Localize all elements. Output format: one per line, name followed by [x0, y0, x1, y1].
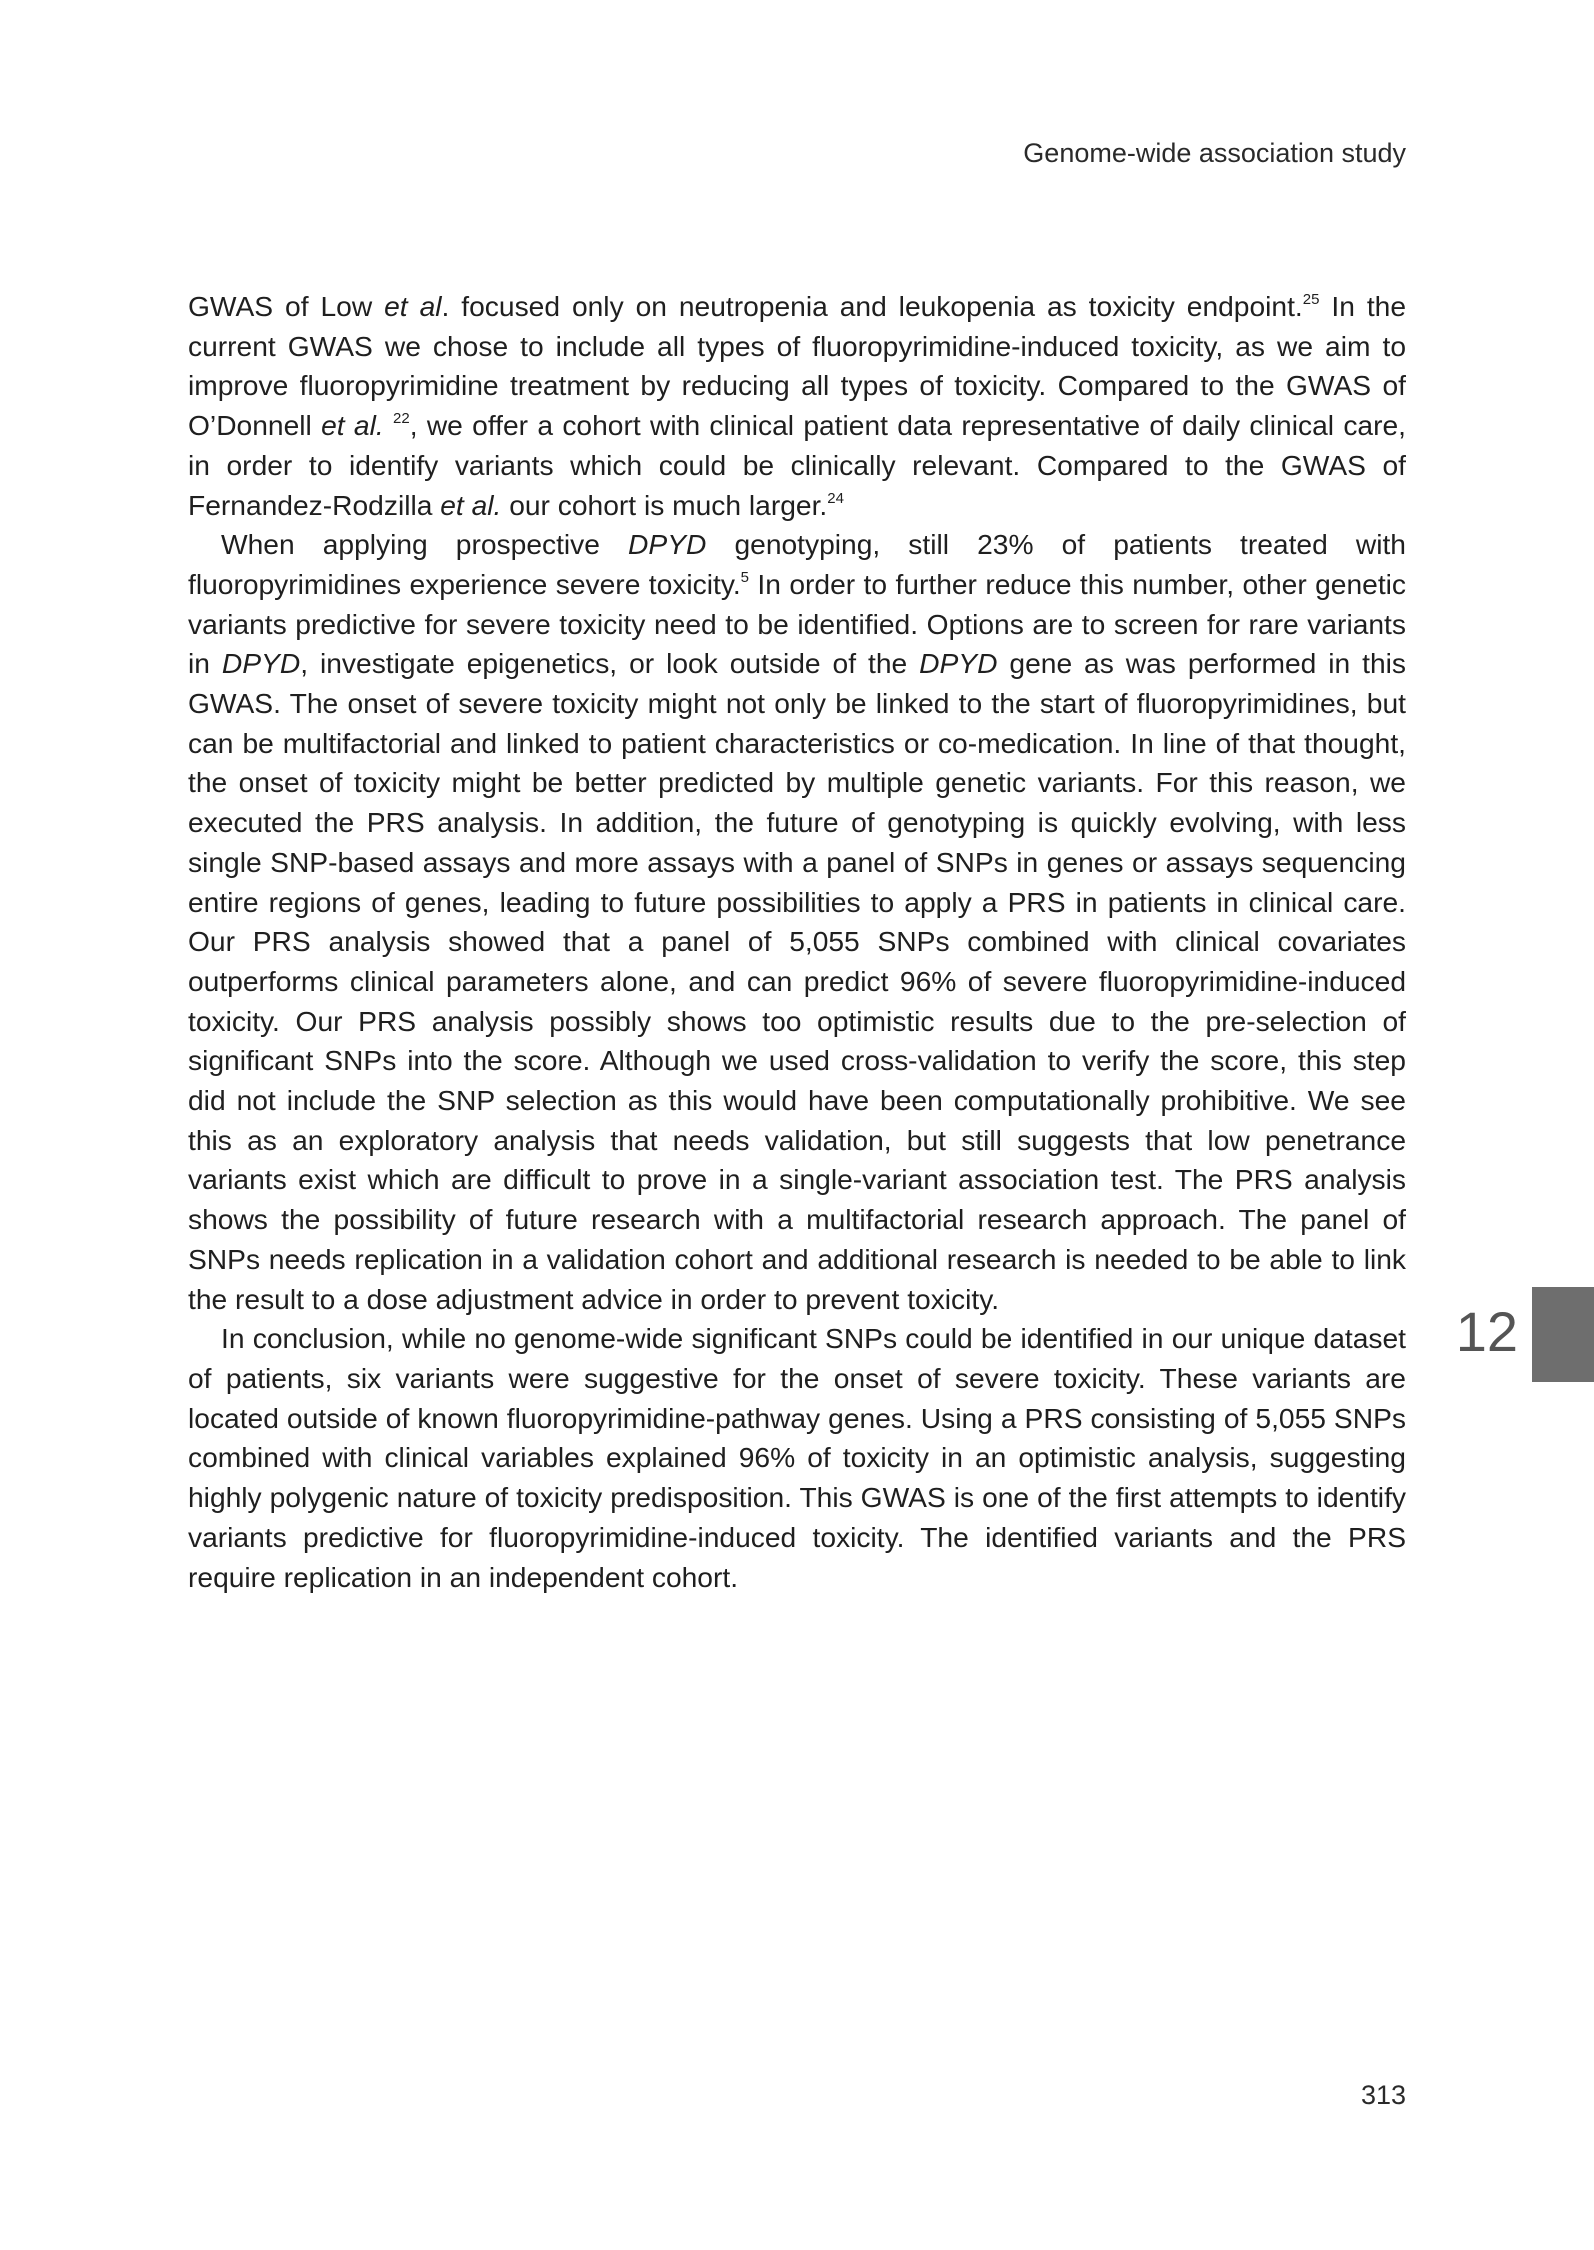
text-run: gene as was performed in this GWAS. The onset of severe toxicity might not only be linked to the start of fluoropyrimidines, but can be multifactorial and linked to patient characteristics or co-medication. In line of that thought, the onset of toxicity might be better predicted by multiple genetic variants. For this reason, we executed the PRS analysis. In addition, the future of genotyping is quickly evolving, with less single SNP-based assays and more assays with a panel of SNPs in genes or assays sequencing entire regions of genes, leading to future possibilities to apply a PRS in patients in clinical care. Our PRS analysis showed that a panel of 5,055 SNPs combined with clinical covariates outperforms clinical parameters alone, and can predict 96% of severe fluoropyrimidine-induced toxicity. Our PRS analysis possibly shows too optimistic results due to the pre-selection of significant SNPs into the score. Although we used cross-validation to verify the score, this step did not include the SNP selection as this would have been computationally prohibitive. We see this as an exploratory analysis that needs validation, but still suggests that low penetrance variants exist which are difficult to prove in a single-variant association test. The PRS analysis shows the possibility of future research with a multifactorial research approach. The panel of SNPs needs replication in a validation cohort and additional research is needed to be able to link the result to a dose adjustment advice in order to prevent toxicity.: [188, 647, 1406, 1315]
text-run: GWAS of Low: [188, 290, 385, 322]
text-run: In order to further reduce this number, other genetic variants predictive for severe toxicity need to be identified. Options are to screen for rare variants in: [188, 567, 1407, 680]
text-run: When applying prospective: [221, 528, 629, 561]
reference-superscript: 5: [740, 568, 750, 586]
text-run: In the current GWAS we chose to include all types of fluoropyrimidine-induced toxicity, as we aim to improve fluoropyrimidine treatment by reducing all types of toxicity. Compared to the GWAS of O’Donnell: [188, 290, 1407, 442]
italic-run: et al.: [321, 409, 384, 442]
reference-superscript: 24: [827, 489, 844, 507]
body-text: [188, 287, 1406, 1597]
italic-run: DPYD: [919, 647, 998, 680]
italic-run: et al.: [440, 488, 502, 521]
text-run: our cohort is much larger.: [501, 488, 828, 521]
text-run: genotyping, still 23% of patients treated with fluoropyrimidines experience severe toxicity.: [188, 528, 1406, 600]
reference-superscript: 22: [393, 410, 410, 428]
italic-run: et al: [384, 290, 442, 322]
paragraph-2: [188, 525, 1406, 1319]
paragraph-3: In conclusion, while no genome-wide significant SNPs could be identified in our unique dataset of patients, six variants were suggestive for the onset of severe toxicity. These variants are located outside of known fluoropyrimidine-pathway genes. Using a PRS consisting of 5,055 SNPs combined with clinical variables explained 96% of toxicity in an optimistic analysis, suggesting highly polygenic nature of toxicity predisposition. This GWAS is one of the first attempts to identify variants predictive for fluoropyrimidine-induced toxicity. The identified variants and the PRS require replication in an independent cohort.: [188, 1322, 1406, 1593]
italic-run: DPYD: [628, 528, 707, 561]
italic-run: DPYD: [221, 647, 301, 680]
page-number: 313: [1360, 2080, 1406, 2110]
paragraph-1: [188, 287, 1406, 525]
chapter-tab-marker: [1532, 1287, 1594, 1382]
text-run: . focused only on neutropenia and leukopenia as toxicity endpoint.: [441, 290, 1303, 322]
reference-superscript: 25: [1302, 291, 1320, 308]
text-run: [384, 409, 393, 441]
chapter-number: 12: [1455, 1300, 1518, 1363]
text-run: , we offer a cohort with clinical patient data representative of daily clinical care, in order to identify variants which could be clinically relevant. Compared to the GWAS of Fernandez-Rodzilla: [188, 409, 1406, 521]
text-run: , investigate epigenetics, or look outside of the: [300, 647, 920, 680]
running-header: Genome-wide association study: [1023, 138, 1406, 168]
